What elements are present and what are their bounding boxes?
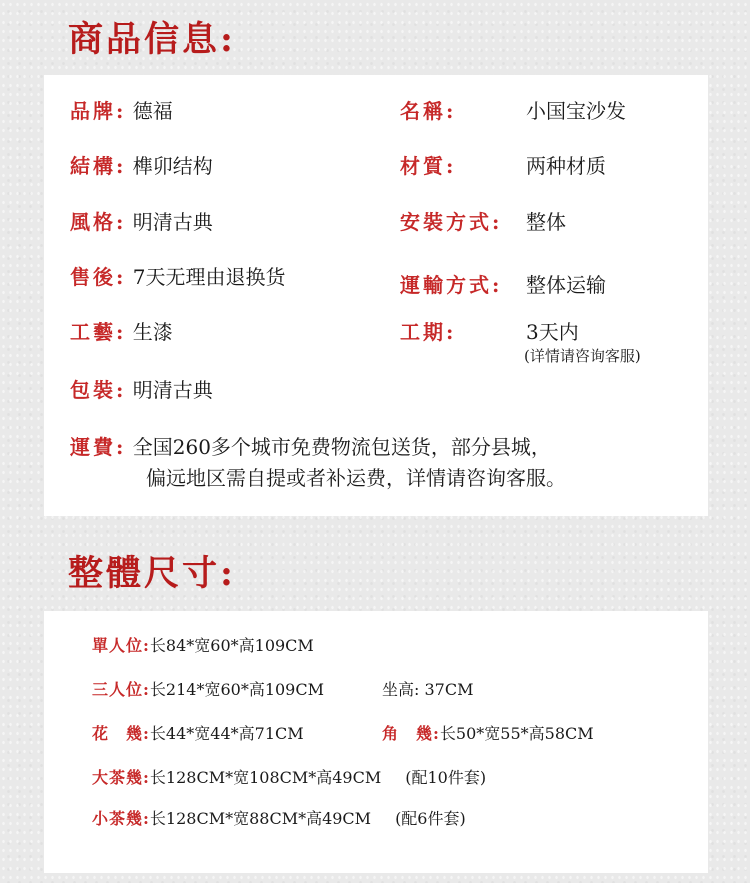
name-label: 名稱 [400, 99, 446, 123]
craft-value: 生漆 [132, 320, 173, 344]
style-label: 風格 [70, 210, 116, 234]
product-info-panel [44, 75, 708, 516]
lead-time-label: 工期 [400, 320, 446, 344]
single-seat-label: 單人位 [92, 636, 144, 655]
large-tea-table-row: 大茶幾:长128CM*宽108CM*高49CM (配10件套) [92, 768, 487, 787]
transport-label: 運輸方式 [400, 273, 492, 297]
flower-stand-value: 长44*宽44*高71CM [149, 724, 304, 743]
install-row: 安裝方式: [400, 210, 503, 234]
large-tea-table-value: 长128CM*宽108CM*高49CM [149, 768, 382, 787]
seat-height [382, 678, 473, 702]
material-row: 材質: [400, 154, 457, 178]
single-seat-value: 长84*宽60*高109CM [149, 636, 314, 655]
after-sales-row: 售後: 7天无理由退换货 [70, 265, 286, 289]
structure-value: 榫卯结构 [132, 154, 213, 178]
material-value: 两种材质 [526, 154, 606, 178]
product-info-title: 商品信息: [68, 19, 236, 60]
three-seat-row: 三人位:长214*宽60*高109CM [92, 680, 324, 699]
style-row: 風格: 明清古典 [70, 210, 213, 234]
transport-value: 整体运输 [526, 273, 606, 297]
corner-table-label: 角 幾 [382, 724, 434, 743]
brand-row: 品牌: 德福 [70, 99, 173, 123]
packaging-label: 包裝 [70, 378, 116, 402]
shipping-line-2: 偏远地区需自提或者补运费，详情请咨询客服。 [146, 466, 566, 490]
structure-label: 結構 [70, 154, 116, 178]
dimensions-panel [44, 611, 708, 873]
after-sales-value: 7天无理由退换货 [132, 265, 286, 289]
large-tea-table-set: (配10件套) [405, 768, 487, 787]
large-tea-table-label: 大茶幾 [92, 768, 144, 787]
name-value: 小国宝沙发 [526, 99, 626, 123]
seat-height-label: 坐高: [382, 680, 420, 699]
flower-stand-row: 花 幾:长44*宽44*高71CM [92, 724, 304, 743]
lead-time-row: 工期: [400, 320, 457, 344]
small-tea-table-row: 小茶幾:长128CM*宽88CM*高49CM (配6件套) [92, 809, 466, 828]
lead-time-value: 3天内 [526, 320, 579, 344]
transport-row: 運輸方式: [400, 273, 503, 297]
corner-table-value: 长50*宽55*高58CM [439, 724, 594, 743]
packaging-row: 包裝: 明清古典 [70, 378, 213, 402]
name-row: 名稱: [400, 99, 457, 123]
three-seat-value: 长214*宽60*高109CM [149, 680, 324, 699]
single-seat-row: 單人位:长84*宽60*高109CM [92, 636, 314, 655]
material-label: 材質 [400, 154, 446, 178]
shipping-line-1: 全国260多个城市免费物流包送货，部分县城， [132, 435, 551, 459]
install-value: 整体 [526, 210, 566, 234]
craft-label: 工藝 [70, 320, 116, 344]
lead-time-note: (详情请咨询客服) [524, 347, 641, 365]
small-tea-table-label: 小茶幾 [92, 809, 144, 828]
small-tea-table-value: 长128CM*宽88CM*高49CM [149, 809, 372, 828]
craft-row: 工藝: 生漆 [70, 320, 173, 344]
flower-stand-label: 花 幾 [92, 724, 144, 743]
packaging-value: 明清古典 [132, 378, 213, 402]
small-tea-table-set: (配6件套) [395, 809, 466, 828]
shipping-label: 運費 [70, 435, 116, 459]
shipping-row: 運費: 全国260多个城市免费物流包送货，部分县城， [70, 435, 551, 459]
three-seat-label: 三人位 [92, 680, 144, 699]
corner-table-row: 角 幾:长50*宽55*高58CM [382, 724, 594, 743]
after-sales-label: 售後 [70, 265, 116, 289]
structure-row: 結構: 榫卯结构 [70, 154, 213, 178]
dimensions-title: 整體尺寸: [68, 553, 236, 594]
install-label: 安裝方式 [400, 210, 492, 234]
brand-label: 品牌 [70, 99, 116, 123]
seat-height-value: 37CM [424, 680, 474, 699]
style-value: 明清古典 [132, 210, 213, 234]
brand-value: 德福 [132, 99, 173, 123]
